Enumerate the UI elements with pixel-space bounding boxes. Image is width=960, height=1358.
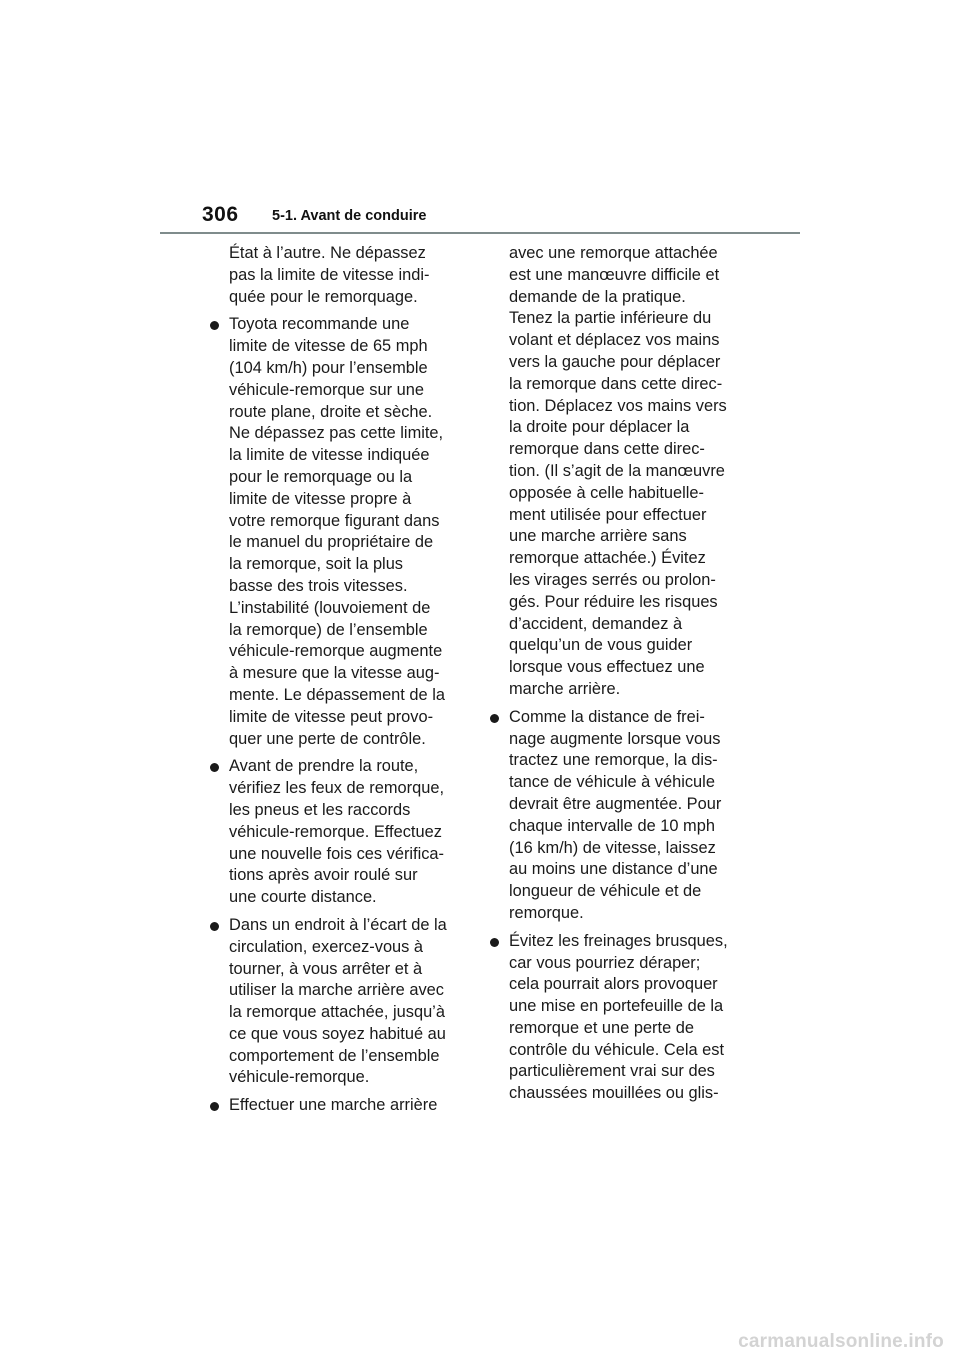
text-line: tion. (Il s’agit de la manœuvre xyxy=(509,461,725,480)
text-line: tion. Déplacez vos mains vers xyxy=(509,396,727,415)
text-line: chaussées mouillées ou glis- xyxy=(509,1084,719,1103)
text-line: véhicule-remorque. xyxy=(229,1068,370,1087)
watermark[interactable]: carmanualsonline.info xyxy=(738,1331,944,1352)
text-line: gés. Pour réduire les risques xyxy=(509,592,718,611)
text-line: Toyota recommande une xyxy=(210,314,472,336)
text-line: une courte distance. xyxy=(229,888,377,907)
text-line: Avant de prendre la route, xyxy=(210,756,472,778)
text-line: vers la gauche pour déplacer xyxy=(509,352,721,371)
text-line: vérifiez les feux de remorque, xyxy=(229,779,444,798)
text-line: la remorque) de l’ensemble xyxy=(229,620,428,639)
text-line: est une manœuvre difficile et xyxy=(509,265,720,284)
text-line: chaque intervalle de 10 mph xyxy=(509,816,715,835)
bullet-paragraph xyxy=(210,1095,472,1117)
text-line: avec une remorque attachée xyxy=(509,244,718,262)
bullet-paragraph xyxy=(210,915,472,1089)
text-line: d’accident, demandez à xyxy=(509,614,683,633)
text-line: limite de vitesse de 65 mph xyxy=(229,337,428,356)
bullet-icon xyxy=(210,1102,219,1111)
text-line: remorque dans cette direc- xyxy=(509,440,705,459)
text-line: remorque et une perte de xyxy=(509,1018,694,1037)
text-line: demande de la pratique. xyxy=(509,287,686,306)
text-line: le manuel du propriétaire de xyxy=(229,533,434,552)
text-line: pas la limite de vitesse indi- xyxy=(229,265,430,284)
text-line: Tenez la partie inférieure du xyxy=(509,309,712,328)
text-line: contrôle du véhicule. Cela est xyxy=(509,1040,725,1059)
text-line: les virages serrés ou prolon- xyxy=(509,570,716,589)
text-line: la droite pour déplacer la xyxy=(509,418,690,437)
header-rule xyxy=(160,232,800,234)
right-column xyxy=(490,243,752,1111)
text-line: (16 km/h) de vitesse, laissez xyxy=(509,838,716,857)
text-line: tractez une remorque, la dis- xyxy=(509,751,718,770)
text-line: une marche arrière sans xyxy=(509,527,687,546)
text-line: véhicule-remorque sur une xyxy=(229,380,424,399)
text-line: une mise en portefeuille de la xyxy=(509,997,724,1016)
paragraph xyxy=(210,243,472,308)
paragraph xyxy=(490,243,752,701)
bullet-icon xyxy=(210,321,219,330)
text-line: votre remorque figurant dans xyxy=(229,511,440,530)
text-line: devrait être augmentée. Pour xyxy=(509,794,722,813)
text-line: comportement de l’ensemble xyxy=(229,1046,440,1065)
text-line: quée pour le remorquage. xyxy=(229,287,418,306)
text-line: car vous pourriez déraper; xyxy=(509,953,701,972)
text-line: Dans un endroit à l’écart de la xyxy=(210,915,472,937)
bullet-icon xyxy=(210,922,219,931)
text-line: limite de vitesse peut provo- xyxy=(229,707,434,726)
text-line: L’instabilité (louvoiement de xyxy=(229,598,431,617)
text-line: quelqu’un de vous guider xyxy=(509,636,693,655)
bullet-paragraph xyxy=(210,314,472,750)
bullet-icon xyxy=(210,763,219,772)
text-line: utiliser la marche arrière avec xyxy=(229,981,444,1000)
text-line: Effectuer une marche arrière xyxy=(210,1095,472,1117)
text-line: mente. Le dépassement de la xyxy=(229,685,445,704)
text-line: la remorque attachée, jusqu’à xyxy=(229,1003,445,1022)
text-line: la limite de vitesse indiquée xyxy=(229,446,430,465)
text-line: véhicule-remorque augmente xyxy=(229,642,443,661)
text-line: pour le remorquage ou la xyxy=(229,467,413,486)
bullet-icon xyxy=(490,938,499,947)
text-line: véhicule-remorque. Effectuez xyxy=(229,822,442,841)
text-line: longueur de véhicule et de xyxy=(509,882,702,901)
text-line: à mesure que la vitesse aug- xyxy=(229,664,440,683)
text-line: basse des trois vitesses. xyxy=(229,576,408,595)
text-line: Ne dépassez pas cette limite, xyxy=(229,424,444,443)
text-line: tance de véhicule à véhicule xyxy=(509,773,715,792)
text-line: les pneus et les raccords xyxy=(229,800,411,819)
text-line: une nouvelle fois ces vérifica- xyxy=(229,844,445,863)
text-line: lorsque vous effectuez une xyxy=(509,658,705,677)
text-line: remorque attachée.) Évitez xyxy=(509,549,706,568)
text-line: limite de vitesse propre à xyxy=(229,489,412,508)
text-line: tions après avoir roulé sur xyxy=(229,866,418,885)
text-line: au moins une distance d’une xyxy=(509,860,718,879)
bullet-paragraph xyxy=(490,707,752,925)
bullet-icon xyxy=(490,714,499,723)
text-line: cela pourrait alors provoquer xyxy=(509,975,718,994)
text-line: remorque. xyxy=(509,903,584,922)
text-line: Comme la distance de frei- xyxy=(490,707,752,729)
text-line: ce que vous soyez habitué au xyxy=(229,1024,446,1043)
text-line: nage augmente lorsque vous xyxy=(509,729,721,748)
text-line: volant et déplacez vos mains xyxy=(509,331,720,350)
text-line: route plane, droite et sèche. xyxy=(229,402,433,421)
section-title: 5-1. Avant de conduire xyxy=(272,208,427,224)
text-line: ment utilisée pour effectuer xyxy=(509,505,707,524)
text-line: tourner, à vous arrêter et à xyxy=(229,959,423,978)
bullet-paragraph xyxy=(490,931,752,1105)
text-line: la remorque, soit la plus xyxy=(229,555,404,574)
left-column xyxy=(210,243,472,1123)
text-line: particulièrement vrai sur des xyxy=(509,1062,715,1081)
text-line: la remorque dans cette direc- xyxy=(509,374,723,393)
page-number: 306 xyxy=(202,203,239,226)
text-line: circulation, exercez-vous à xyxy=(229,937,424,956)
text-line: État à l’autre. Ne dépassez xyxy=(229,244,426,262)
text-line: Évitez les freinages brusques, xyxy=(490,931,752,953)
text-line: (104 km/h) pour l’ensemble xyxy=(229,358,428,377)
bullet-paragraph xyxy=(210,756,472,909)
text-line: quer une perte de contrôle. xyxy=(229,729,426,748)
text-line: marche arrière. xyxy=(509,679,621,698)
text-line: opposée à celle habituelle- xyxy=(509,483,705,502)
